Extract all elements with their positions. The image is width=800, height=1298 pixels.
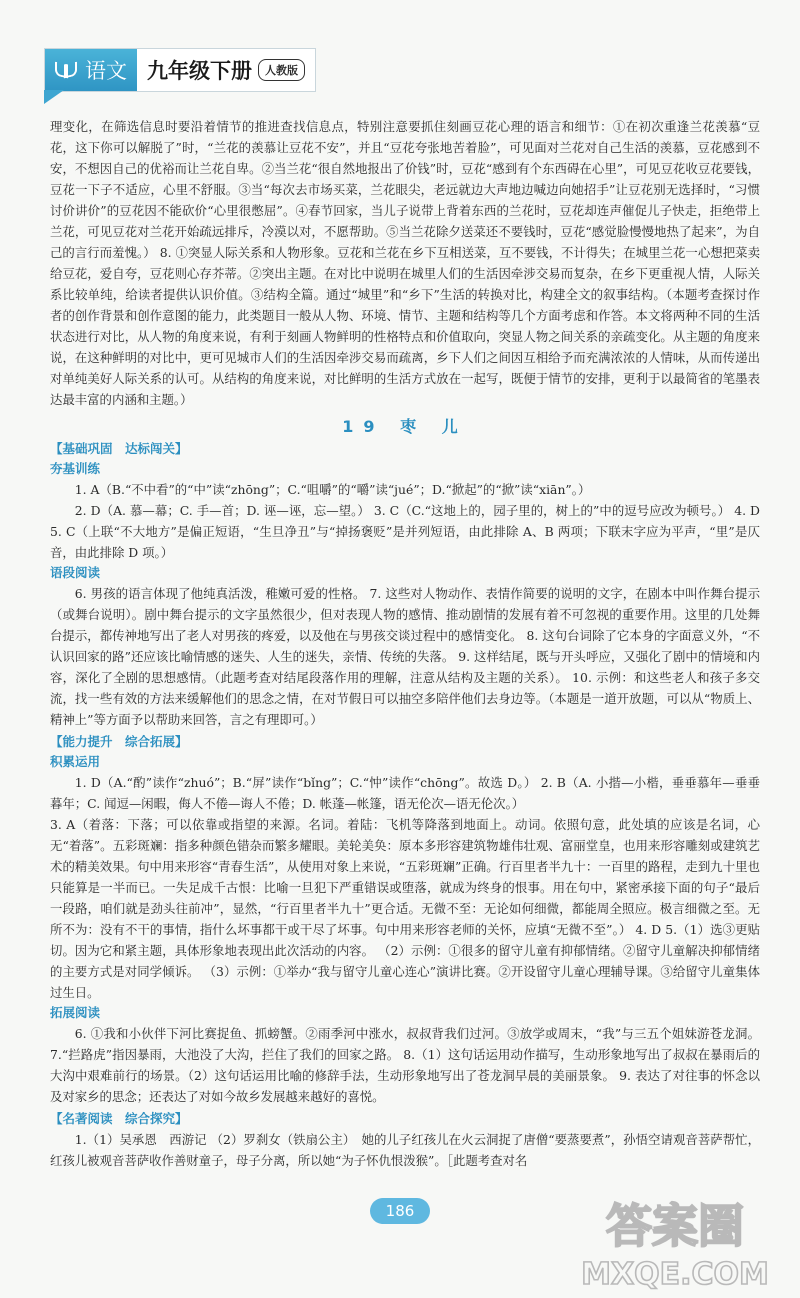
- section-heading-basic: 【基础巩固 达标闯关】: [50, 441, 188, 456]
- grade-label: 九年级下册: [147, 58, 252, 83]
- answer-paragraph: 2. D（A. 慕—幕；C. 手—首；D. 诬—诬，忘—望。） 3. C（C.“这地上的，园子里的，树上的”中的逗号应改为顿号。） 4. D 5. C（上联“不大地方”是偏正短语，“生旦净丑”与“掉扬褒贬”是并列短语，由此排除 A、B 两项；下联末字应为平声，“里”是仄音，由此排除 D 项。）: [50, 503, 760, 560]
- book-header: [44, 48, 316, 92]
- answer-content: [50, 116, 760, 1171]
- answer-paragraph: 1. D（A.“酌”读作“zhuó”；B.“屏”读作“bǐng”；C.“忡”读作“chōng”。故选 D。） 2. B（A. 小揩—小楷，垂垂慕年—垂垂暮年；C. 闻逗—闲暇，侮人不倦—诲人不倦；D. 帐蓬—帐篷，语无伦次—语无伦次。）: [50, 775, 760, 811]
- site-watermark: [560, 1190, 790, 1294]
- subsection-heading: 语段阅读: [50, 565, 101, 580]
- continuation-paragraph: 理变化，在筛选信息时要沿着情节的推进查找信息点，特别注意要抓住刻画豆花心理的语言和细节：①在初次重逢兰花羡慕“豆花，这下你可以解脱了”时，“兰花的羡慕让豆花不安”，并且“豆花夸张地苦着脸”，可见面对兰花对自己生活的羡慕，豆花感到不安，不想因自己的优裕而让兰花自卑。②当兰花“很自然地报出了价钱”时，豆花“感到有个东西碍在心里”，可见豆花收豆花要钱，豆花一下子不适应，心里不舒服。③当“每次去市场买菜，兰花眼尖，老远就边大声地边喊边向她招手”让豆花别无选择时，“习惯讨价讲价”的豆花因不能砍价“心里很憋屈”。④春节回家，当儿子说带上背着东西的兰花时，豆花却连声催促儿子快走，拒绝带上兰花，可见豆花对兰花开始疏远排斥，冷漠以对，不愿帮助。⑤当兰花除夕送菜还不要钱时，豆花“感觉脸慢慢地热了起来”，为自己的言行而羞愧。） 8. ①突显人际关系和人物形象。豆花和兰花在乡下互相送菜，互不要钱，不计得失；在城里兰花一心想把菜卖给豆花，爱自夸，豆花则心存芥蒂。②突出主题。在对比中说明在城里人们的生活因牵涉交易而复杂，在乡下更重视人情，人际关系比较单纯，给读者提供认识价值。③结构全篇。通过“城里”和“乡下”生活的转换对比，构建全文的叙事结构。（本题考查探讨作者的创作背景和创作意图的能力，此类题目一般从人物、环境、情节、主题和结构等几个方面考虑和作答。本文将两种不同的生活状态进行对比，从人物的角度来说，有利于刻画人物鲜明的性格特点和价值取向，突显人物之间关系的亲疏变化。从主题的角度来说，在这种鲜明的对比中，更可见城市人们的生活因牵涉交易而疏离，乡下人们之间因互相给予而充满浓浓的人情味，从而传递出对单纯美好人际关系的认可。从结构的角度来说，对比鲜明的生活方式放在一起写，既便于情节的安排，更利于以最简省的笔墨表达最丰富的内涵和主题。）: [50, 119, 760, 407]
- answer-paragraph: 3. A（着落：下落；可以依靠或指望的来源。名词。着陆：飞机等降落到地面上。动词。依照句意，此处填的应该是名词，心无“着落”。五彩斑斓：指多种颜色错杂而繁多耀眼。美轮美奂：原本多形容建筑物雄伟壮观、富丽堂皇，也用来形容雕刻或建筑艺术的精美效果。句中用来形容“青春生活”，从使用对象上来说，“五彩斑斓”正确。行百里者半九十：一百里的路程，走到九十里也只能算是一半而已。一失足成千古恨：比喻一旦犯下严重错误或堕落，就成为终身的恨事。用在句中，紧密承接下面的句子“最后一段路，咱们就是劲头往前冲”，显然，“行百里者半九十”更合适。无微不至：无论如何细微，都能周全照应。极言细微之至。无所不为：没有不干的事情，指什么坏事都干或干尽了坏事。句中用来形容老师的关怀，应填“无微不至”。） 4. D 5.（1）选③更贴切。因为它和紧主题，具体形象地表现出此次活动的内容。 （2）示例：①很多的留守儿童有抑郁情绪。②留守儿童解决抑郁情绪的主要方式是对同学倾诉。 （3）示例：①举办“我与留守儿童心连心”演讲比赛。②开设留守儿童心理辅导课。③给留守儿童集体过生日。: [50, 817, 760, 1000]
- header-accent-strip: [44, 90, 64, 104]
- watermark-bottom-text: MXQE.COM: [581, 1257, 769, 1292]
- subject-label: 语文: [85, 59, 127, 83]
- answer-paragraph: 6. 男孩的语言体现了他纯真活泼，稚嫩可爱的性格。 7. 这些对人物动作、表情作简要的说明的文字，在剧本中叫作舞台提示（或舞台说明）。剧中舞台提示的文字虽然很少，但对表现人物的感情、推动剧情的发展有着不可忽视的重要作用。这里的几处舞台提示，都传神地写出了老人对男孩的疼爱，以及他在与男孩交谈过程中的感情变化。 8. 这句台词除了它本身的字面意义外，“不认识回家的路”还应该比喻情感的迷失、人生的迷失，亲情、传统的失落。 9. 这样结尾，既与开头呼应，又强化了剧中的情境和内容，深化了全剧的思想感情。（此题考查对结尾段落作用的理解，注意从结构及主题的关系）。 10. 示例：和这些老人和孩子多交流，找一些有效的方法来缓解他们的思念之情，在对节假日可以抽空多陪伴他们去身边等。（本题是一道开放题，可以从“物质上、精神上”等方面予以帮助来回答，言之有理即可。）: [50, 586, 760, 727]
- open-book-icon: [55, 61, 77, 79]
- edition-badge: 人教版: [258, 59, 305, 81]
- page-number-badge: 186: [370, 1198, 430, 1224]
- answer-paragraph: 6. ①我和小伙伴下河比赛捉鱼、抓螃蟹。②雨季河中涨水，叔叔背我们过河。③放学或周末，“我”与三五个姐妹游苍龙洞。 7.“拦路虎”指因暴雨，大池没了大沟，拦住了我们的回家之路。 8.（1）这句话运用动作描写，生动形象地写出了叔叔在暴雨后的大沟中艰难前行的场景。（2）这句话运用比喻的修辞手法，生动形象地写出了苍龙洞早晨的美丽景象。 9. 表达了对往事的怀念以及对家乡的思念；还表达了对如今故乡发展越来越好的喜悦。: [50, 1026, 760, 1104]
- section-heading-advanced: 【能力提升 综合拓展】: [50, 734, 188, 749]
- answer-paragraph: 1.（1）吴承恩 西游记 （2）罗刹女（铁扇公主） 她的儿子红孩儿在火云洞捉了唐僧“要蒸要煮”，孙悟空请观音菩萨帮忙，红孩儿被观音菩萨收作善财童子，母子分离，所以她“为子怀仇恨泼猴”。［此题考查对名: [50, 1132, 760, 1168]
- watermark-top-text: 答案圈: [606, 1199, 744, 1253]
- lesson-title: 19 枣 儿: [342, 417, 468, 436]
- subject-tab: [45, 49, 137, 91]
- subsection-heading: 积累运用: [50, 754, 101, 769]
- section-heading-classics: 【名著阅读 综合探究】: [50, 1111, 188, 1126]
- subsection-heading: 夯基训练: [50, 461, 101, 476]
- subsection-heading: 拓展阅读: [50, 1005, 101, 1020]
- answer-paragraph: 1. A（B.“不中看”的“中”读“zhōng”；C.“咀嚼”的“嚼”读“jué”；D.“掀起”的“掀”读“xiān”。）: [74, 482, 591, 497]
